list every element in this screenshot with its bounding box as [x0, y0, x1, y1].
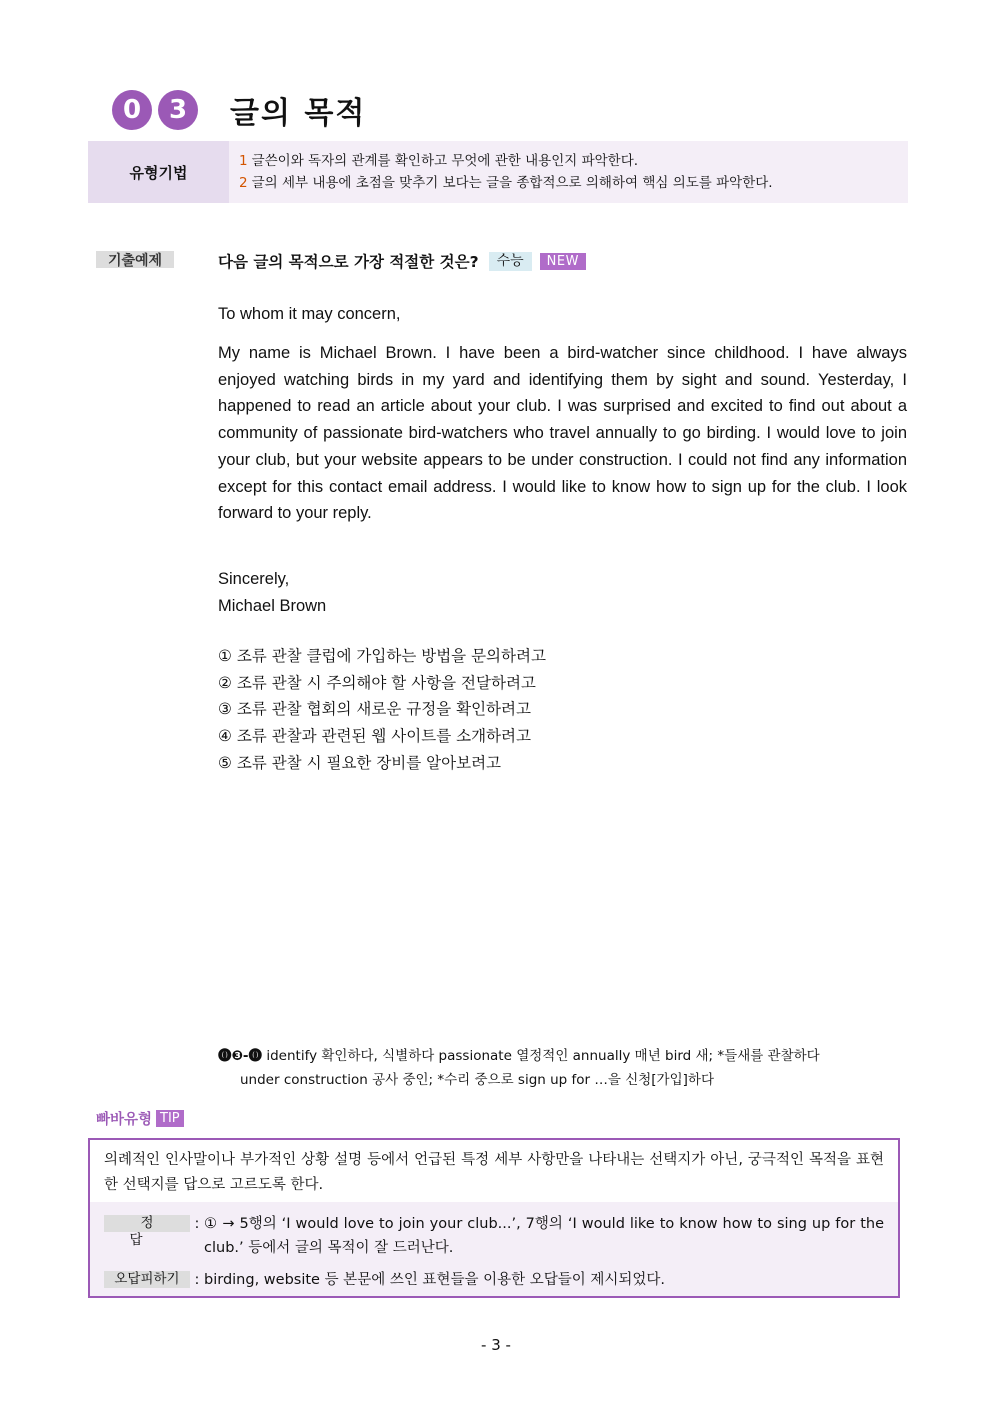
choice-item[interactable]: ⑤ 조류 관찰 시 필요한 장비를 알아보려고 [218, 753, 502, 772]
vocab-line-1: ⓿❸-⓿ identify 확인하다, 식별하다 passionate 열정적인 annually 매년 bird 새; *들새를 관찰하다 [218, 1048, 820, 1064]
page-number: - 3 - [481, 1336, 511, 1354]
passage-greeting: To whom it may concern, [218, 305, 401, 323]
suneung-tag: 수능 [489, 252, 532, 271]
question-text: 다음 글의 목적으로 가장 적절한 것은? [218, 253, 479, 271]
passage-body: My name is Michael Brown. I have been a bird-watcher since childhood. I have always enjoyed watching birds in my yard and identifying them by sight and sound. Yesterday, I happened to read an article about your club. I was surprised and excited to find out about a community of passionate bird-watchers who travel annually to go birding. I would love to join your club, but your website appears to be under construction. I could not find any information except for this contact email address. I would like to know how to sign up for the club. I look forward to your reply. [218, 344, 907, 523]
vocab-line-2: under construction 공사 중인; *수리 중으로 sign up for …을 신청[가입]하다 [240, 1072, 714, 1088]
closing-word: Sincerely, [218, 570, 290, 588]
choice-item[interactable]: ③ 조류 관찰 협회의 새로운 규정을 확인하려고 [218, 700, 531, 719]
passage-closing [218, 566, 907, 619]
answer-choices [218, 643, 546, 777]
avoid-row [90, 1268, 898, 1292]
tip-box [88, 1138, 900, 1298]
unit-header [112, 86, 366, 134]
type-technique-box [88, 141, 908, 203]
technique-line: 2 글의 세부 내용에 초점을 맞추기 보다는 글을 종합적으로 의해하여 핵심 의도를 파악한다. [239, 175, 773, 191]
type-technique-label: 유형기법 [88, 141, 229, 203]
colon: : [194, 1216, 200, 1232]
tip-tag: TIP [156, 1110, 184, 1127]
signature: Michael Brown [218, 596, 327, 615]
tip-text: 의례적인 인사말이나 부가적인 상황 설명 등에서 언급된 특정 세부 사항만을 나타내는 선택지가 아닌, 궁극적인 목적을 표현한 선택지를 답으로 고르도록 한다. [104, 1152, 884, 1193]
vocab-ref-icon: ⓿❸-⓿ [218, 1048, 263, 1064]
choice-item[interactable]: ④ 조류 관찰과 관련된 웹 사이트를 소개하려고 [218, 727, 531, 746]
tip-label: 빠바유형 [96, 1112, 153, 1128]
technique-line: 1 글쓴이와 독자의 관계를 확인하고 무엇에 관한 내용인지 파악한다. [239, 153, 639, 169]
unit-title: 글의 목적 [230, 96, 367, 131]
tip-heading [96, 1108, 184, 1129]
choice-item[interactable]: ② 조류 관찰 시 주의해야 할 사항을 전달하려고 [218, 673, 536, 692]
unit-number-circle-2: 3 [158, 90, 198, 130]
type-technique-lines [229, 141, 773, 203]
avoid-text: birding, website 등 본문에 쓰인 표현들을 이용한 오답들이 제시되었다. [204, 1272, 665, 1288]
unit-number-circle-1: 0 [112, 90, 152, 130]
new-tag: NEW [540, 253, 586, 270]
answer-text: ① → 5행의 ‘I would love to join your club...’, 7행의 ‘I would like to know how to sing up for the club.’ 등에서 글의 목적이 잘 드러난다. [204, 1216, 884, 1256]
example-label: 기출예제 [96, 251, 174, 268]
tip-answer-rows [90, 1202, 898, 1296]
question [218, 250, 586, 272]
colon: : [194, 1272, 200, 1288]
avoid-label: 오답피하기 [104, 1271, 190, 1288]
choice-item[interactable]: ① 조류 관찰 클럽에 가입하는 방법을 문의하려고 [218, 647, 546, 665]
answer-label: 정답 [104, 1215, 190, 1232]
vocabulary-notes [218, 1044, 907, 1092]
answer-row [90, 1212, 898, 1260]
